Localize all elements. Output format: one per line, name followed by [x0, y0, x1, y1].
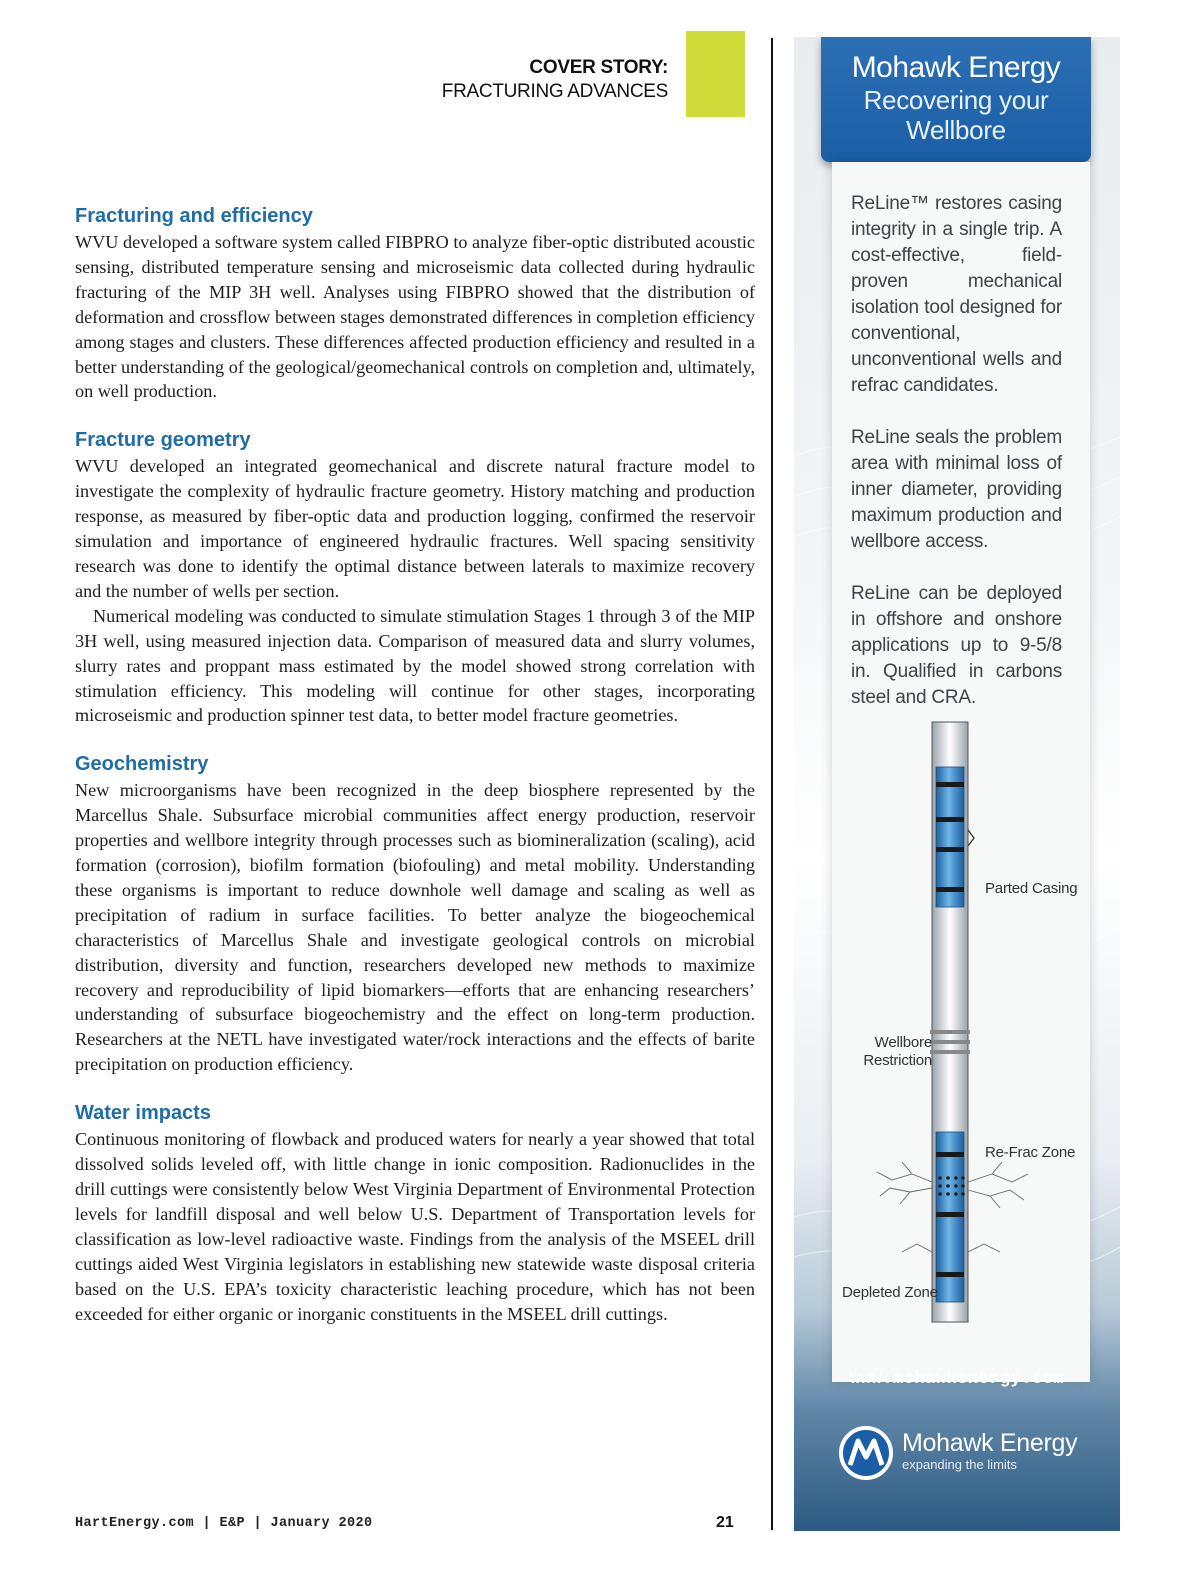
logo-slogan: expanding the limits	[902, 1457, 1017, 1472]
column-divider	[771, 38, 773, 1530]
label-depleted-zone: Depleted Zone	[842, 1284, 938, 1301]
ad-tagline: Recovering your Wellbore	[863, 85, 1049, 145]
section-paragraph: Numerical modeling was conducted to simulate stimulation Stages 1 through 3 of the MIP 3H well, using measured injection data. Comparison of measured data and slurry volumes, slurry rates and proppant mass estimated by the model showed strong correlation with stimulation efficiency. This modeling will continue for other stages, incorporating microseismic and production spinner test data, to better model fracture geometries.	[75, 605, 755, 726]
footer-credit: HartEnergy.com | E&P | January 2020	[75, 1516, 373, 1531]
ad-brand-title: Mohawk Energy	[851, 51, 1061, 84]
ad-paragraph: ReLine™ restores casing integrity in a single trip. A cost-effective, field-proven mechanical isolation tool designed for conventional, unconventional wells and refrac candidates.	[851, 193, 1062, 396]
cover-story-topic: FRACTURING ADVANCES	[441, 81, 668, 102]
section-heading: Fracturing and efficiency	[75, 205, 313, 227]
logo-name: Mohawk Energy	[902, 1429, 1078, 1457]
label-parted-casing: Parted Casing	[985, 880, 1078, 897]
wellbore-illustration	[832, 712, 1090, 1352]
section-heading: Water impacts	[75, 1102, 211, 1125]
cover-story-label: COVER STORY:	[529, 57, 668, 78]
section-fracture-geometry	[75, 427, 755, 728]
label-wellbore-restriction: Wellbore Restriction	[863, 1034, 932, 1069]
ad-paragraph: ReLine seals the problem area with minimal loss of inner diameter, providing maximum production and wellbore access.	[851, 427, 1062, 552]
page-number: 21	[716, 1514, 734, 1531]
advertisement[interactable]	[794, 37, 1120, 1531]
wellbore-diagram	[832, 712, 1090, 1352]
section-heading: Geochemistry	[75, 753, 209, 776]
section-paragraph: Continuous monitoring of flowback and produced waters for nearly a year showed that total dissolved solids leveled off, with little change in ionic composition. Radionuclides in the drill cuttings were consistently below West Virginia Department of Environmental Protection levels for landfill disposal and well below U.S. Department of Transportation levels for classification as low-level radioactive waste. Findings from the analysis of the MSEEL drill cuttings aided West Virginia legislators in establishing new statewide waste disposal criteria based on the U.S. EPA’s toxicity characteristic leaching procedure, which has not been exceeded for either organic or inorganic constituents in the MSEEL drill cuttings.	[75, 1129, 755, 1324]
ad-logo	[838, 1425, 1098, 1485]
cover-story-tag	[442, 56, 668, 104]
section-paragraph: WVU developed a software system called FIBPRO to analyze fiber-optic distributed acoustic sensing, distributed temperature sensing and microseismic data collected during hydraulic fracturing of the MIP 3H well. Analyses using FIBPRO showed that the distribution of deformation and crossflow between stages demonstrated differences in completion efficiency among stages and clusters. These differences affected production efficiency and resulted in a better understanding of the geological/geomechanical controls on completion and, ultimately, on well production.	[75, 232, 755, 402]
ad-logo-text	[902, 1429, 1077, 1473]
accent-block	[686, 31, 745, 117]
ad-paragraph: ReLine can be deployed in offshore and onshore applications up to 9-5/8 in. Qualified in carbons steel and CRA.	[851, 583, 1062, 708]
section-heading: Fracture geometry	[75, 429, 251, 452]
mohawk-logo-icon	[838, 1425, 894, 1481]
section-geochemistry	[75, 751, 755, 1077]
section-paragraph: New microorganisms have been recognized in the deep biosphere represented by the Marcellus Shale. Subsurface microbial communities affect energy production, reservoir properties and wellbore integrity through processes such as biomineralization (scaling), acid formation (corrosion), biofilm formation (biofouling) and metal mobility. Understanding these organisms is important to reduce downhole well damage and scaling as well as precipitation of radium in surface facilities. To better analyze the biogeochemical characteristics of Marcellus Shale and investigate geological controls on microbial distribution, diversity and function, researchers developed new methods to maximize recovery and reproducibility of lipid biomarkers—efforts that are enhancing researchers’ understanding of subsurface biogeochemistry and the effect on long-term production. Researchers at the NETL have investigated water/rock interactions and the effects of barite precipitation on production efficiency.	[75, 780, 755, 1075]
ad-copy	[851, 191, 1062, 737]
ad-website-link[interactable]: www.mohawkenergy.com	[849, 1369, 1065, 1389]
section-water-impacts	[75, 1100, 755, 1326]
article-body	[75, 203, 755, 1349]
section-fracturing-efficiency	[75, 203, 755, 404]
section-paragraph: WVU developed an integrated geomechanical and discrete natural fracture model to investigate the complexity of hydraulic fracture geometry. History matching and production response, as measured by fiber-optic data and production logging, confirmed the reservoir simulation and importance of engineered hydraulic fractures. Well spacing sensitivity research was done to identify the optimal distance between laterals to maximize recovery and the number of wells per section.	[75, 456, 755, 601]
label-refrac-zone: Re-Frac Zone	[985, 1144, 1076, 1161]
ad-header-tab	[821, 37, 1091, 162]
